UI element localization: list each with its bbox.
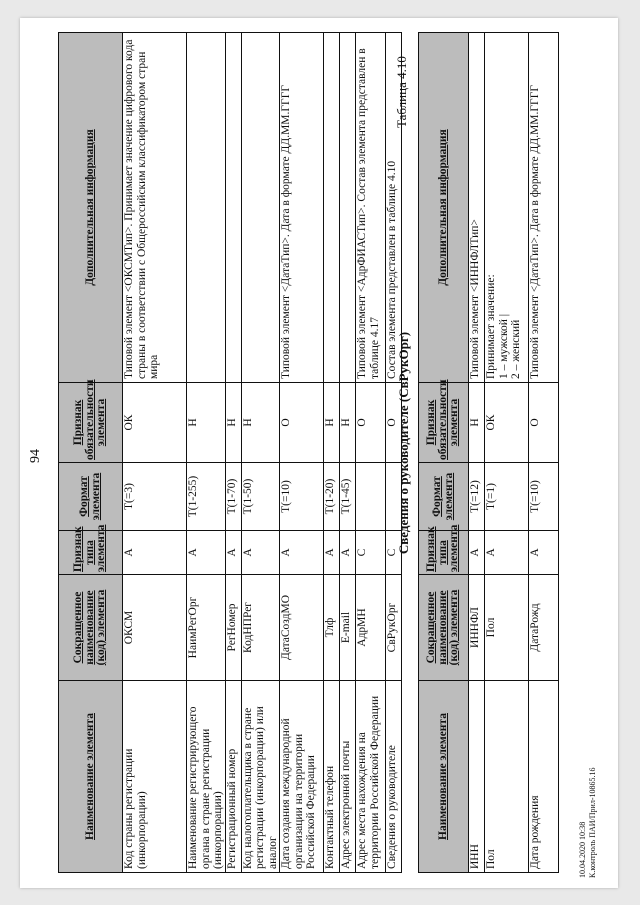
cell: ДатаСоздМО bbox=[280, 575, 324, 681]
page-number: 94 bbox=[28, 449, 43, 463]
cell: Т(=3) bbox=[123, 463, 187, 531]
cell: Типовой элемент <ДатаТип>. Дата в формате ДД.ММ.ГГГГ bbox=[280, 33, 324, 383]
cell: Типовой элемент <ИННФЛТип> bbox=[469, 33, 485, 383]
cell: А bbox=[123, 531, 187, 575]
cell: Типовой элемент <ОКСМТип>. Принимает значение цифрового кода страны в соответствии с Общероссийским классификатором стран мира bbox=[123, 33, 187, 383]
table-row bbox=[225, 33, 241, 873]
column-header: Сокращенное наименование (код) элемента bbox=[419, 575, 469, 681]
cell: Т(1-50) bbox=[241, 463, 280, 531]
cell: Т(1-45) bbox=[340, 463, 356, 531]
table-row bbox=[324, 33, 340, 873]
cell: Типовой элемент <ДатаТип>. Дата в формате ДД.ММ.ГГГГ bbox=[529, 33, 559, 383]
cell: О bbox=[386, 383, 402, 463]
cell: Т(=10) bbox=[280, 463, 324, 531]
cell: Состав элемента представлен в таблице 4.10 bbox=[386, 33, 402, 383]
cell: Код страны регистрации (инкорпорации) bbox=[123, 681, 187, 873]
cell: О bbox=[356, 383, 386, 463]
cell: Пол bbox=[485, 575, 529, 681]
cell: ОК bbox=[123, 383, 187, 463]
column-header: Наименование элемента bbox=[419, 681, 469, 873]
cell bbox=[356, 463, 386, 531]
cell: ИНН bbox=[469, 681, 485, 873]
column-header: Формат элемента bbox=[419, 463, 469, 531]
cell: Т(=1) bbox=[485, 463, 529, 531]
elements-table bbox=[58, 32, 402, 873]
director-table bbox=[418, 32, 559, 873]
table-caption: Сведения о руководителе (СвРукОрг) bbox=[396, 331, 411, 555]
table-header-row bbox=[419, 33, 469, 873]
cell: Код налогоплательщика в стране регистрации (инкорпорации) или аналог bbox=[241, 681, 280, 873]
column-header: Признак типа элемента bbox=[59, 531, 123, 575]
cell: Т(1-20) bbox=[324, 463, 340, 531]
column-header: Признак обязательности элемента bbox=[59, 383, 123, 463]
cell: Наименование регистрирующего органа в стране регистрации (инкорпорации) bbox=[187, 681, 226, 873]
column-header: Наименование элемента bbox=[59, 681, 123, 873]
cell: Т(=12) bbox=[469, 463, 485, 531]
cell: Контактный телефон bbox=[324, 681, 340, 873]
cell: ИННФЛ bbox=[469, 575, 485, 681]
column-header: Признак типа элемента bbox=[419, 531, 469, 575]
cell: Н bbox=[241, 383, 280, 463]
column-header: Формат элемента bbox=[59, 463, 123, 531]
column-header: Сокращенное наименование (код) элемента bbox=[59, 575, 123, 681]
table-row bbox=[469, 33, 485, 873]
cell: КодНПРег bbox=[241, 575, 280, 681]
cell: А bbox=[241, 531, 280, 575]
cell: E-mail bbox=[340, 575, 356, 681]
cell bbox=[225, 33, 241, 383]
table-row bbox=[485, 33, 529, 873]
cell: Сведения о руководителе bbox=[386, 681, 402, 873]
cell: Пол bbox=[485, 681, 529, 873]
cell: РегНомер bbox=[225, 575, 241, 681]
cell: ОК bbox=[485, 383, 529, 463]
cell: А bbox=[529, 531, 559, 575]
cell: А bbox=[280, 531, 324, 575]
cell: А bbox=[225, 531, 241, 575]
cell: АдрМН bbox=[356, 575, 386, 681]
cell: Дата рождения bbox=[529, 681, 559, 873]
cell: Тлф bbox=[324, 575, 340, 681]
cell: Н bbox=[324, 383, 340, 463]
table-row bbox=[340, 33, 356, 873]
cell: ОКСМ bbox=[123, 575, 187, 681]
table-header-row bbox=[59, 33, 123, 873]
table-row bbox=[280, 33, 324, 873]
cell: Адрес места нахождения на территории Российской Федерации bbox=[356, 681, 386, 873]
cell: Регистрационный номер bbox=[225, 681, 241, 873]
cell: А bbox=[340, 531, 356, 575]
table-row bbox=[529, 33, 559, 873]
footer-control-mark: К.контроль ПАИ/Прил-10865.16 bbox=[588, 767, 597, 878]
rotated-content bbox=[20, 18, 618, 888]
cell: Т(=10) bbox=[529, 463, 559, 531]
cell: Н bbox=[225, 383, 241, 463]
cell: Т(1-70) bbox=[225, 463, 241, 531]
table-number-label: Таблица 4.10 bbox=[394, 56, 409, 128]
cell: Т(1-255) bbox=[187, 463, 226, 531]
cell: С bbox=[386, 531, 402, 575]
column-header: Признак обязательности элемента bbox=[419, 383, 469, 463]
cell: СвРукОрг bbox=[386, 575, 402, 681]
table-row bbox=[241, 33, 280, 873]
table-row bbox=[187, 33, 226, 873]
cell: Н bbox=[340, 383, 356, 463]
column-header: Дополнительная информация bbox=[59, 33, 123, 383]
cell bbox=[241, 33, 280, 383]
footer-timestamp: 10.04.2020 10:38 bbox=[578, 821, 587, 878]
cell: А bbox=[469, 531, 485, 575]
cell: Принимает значение: 1 – мужской | 2 – женский bbox=[485, 33, 529, 383]
column-header: Дополнительная информация bbox=[419, 33, 469, 383]
cell: А bbox=[485, 531, 529, 575]
cell bbox=[187, 33, 226, 383]
cell: Н bbox=[469, 383, 485, 463]
cell: О bbox=[529, 383, 559, 463]
cell: Адрес электронной почты bbox=[340, 681, 356, 873]
cell: Дата создания международной организации на территории Российской Федерации bbox=[280, 681, 324, 873]
document-page bbox=[20, 18, 618, 888]
cell: НаимРегОрг bbox=[187, 575, 226, 681]
cell: А bbox=[187, 531, 226, 575]
cell: Н bbox=[187, 383, 226, 463]
cell: Типовой элемент <АдрФИАСТип>. Состав элемента представлен в таблице 4.17 bbox=[356, 33, 386, 383]
cell: ДатаРожд bbox=[529, 575, 559, 681]
cell bbox=[324, 33, 340, 383]
cell: А bbox=[324, 531, 340, 575]
print-footer bbox=[578, 768, 598, 879]
table-row bbox=[356, 33, 386, 873]
cell: С bbox=[356, 531, 386, 575]
cell bbox=[340, 33, 356, 383]
table-row bbox=[123, 33, 187, 873]
cell: О bbox=[280, 383, 324, 463]
